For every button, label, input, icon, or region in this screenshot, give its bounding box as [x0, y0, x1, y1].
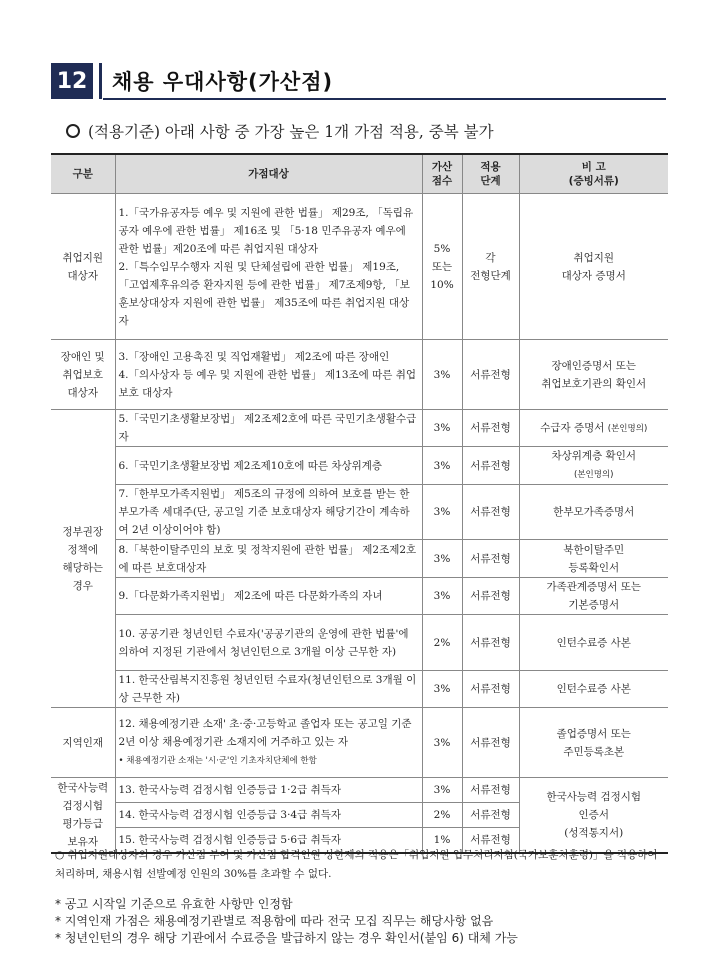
row-note: 장애인증명서 또는 취업보호기관의 확인서: [519, 340, 668, 410]
note-item: * 지역인재 가점은 채용예정기관별로 적용함에 따라 전국 모집 직무는 해당사항 없음: [55, 914, 494, 928]
note-text: 차상위계층 확인서: [551, 450, 636, 462]
note-item: * 공고 시작일 기준으로 유효한 사항만 인정함: [55, 897, 293, 911]
criteria-text: (적용기준) 아래 사항 중 가장 높은 1개 가점 적용, 중복 불가: [88, 123, 494, 141]
row-note: 북한이탈주민 등록확인서: [519, 540, 668, 578]
row-target: 8.「북한이탈주민의 보호 및 정착지원에 관한 법률」 제2조제2호에 따른 보호대상자: [115, 540, 422, 578]
header-target: 가점대상: [115, 154, 422, 194]
row-points: 3%: [422, 410, 462, 447]
section-number: 12: [51, 63, 93, 99]
note-small: (본인명의): [574, 470, 614, 480]
row-target: 3.「장애인 고용촉진 및 직업재활법」 제2조에 따른 장애인 4.「의사상자 등 예우 및 지원에 관한 법률」 제13조에 따른 취업보호 대상자: [115, 340, 422, 410]
table-row: [51, 615, 668, 671]
table-header-row: [51, 154, 668, 194]
note-small: (본인명의): [607, 423, 648, 434]
row-points: 2%: [422, 615, 462, 671]
table-row: [51, 708, 668, 778]
row-stage: 서류전형: [462, 828, 519, 853]
row-stage: 서류전형: [462, 803, 519, 828]
header-points: 가산 점수: [422, 154, 462, 194]
row-target: [115, 708, 422, 778]
row-note: 졸업증명서 또는 주민등록초본: [519, 708, 668, 778]
header-category: 구분: [51, 154, 115, 194]
row-stage: 서류전형: [462, 578, 519, 615]
row-points: 3%: [422, 447, 462, 485]
table-row: [51, 194, 668, 340]
row-target: 11. 한국산림복지진흥원 청년인턴 수료자(청년인턴으로 3개월 이상 근무한 자): [115, 671, 422, 708]
row-stage: 서류전형: [462, 540, 519, 578]
row-points: 2%: [422, 803, 462, 828]
header-note: 비 고 (증빙서류): [519, 154, 668, 194]
row-target: 9.「다문화가족지원법」 제2조에 따른 다문화가족의 자녀: [115, 578, 422, 615]
row-note: [519, 447, 668, 485]
table-row: [51, 410, 668, 447]
criteria-line: [66, 120, 494, 142]
row-stage: 서류전형: [462, 485, 519, 540]
target-text: 12. 채용예정기관 소재' 초·중·고등학교 졸업자 또는 공고일 기준 2년 이상 채용예정기관 소재지에 거주하고 있는 자: [118, 718, 412, 748]
table-row: [51, 540, 668, 578]
row-stage: 서류전형: [462, 778, 519, 803]
row-points: 3%: [422, 578, 462, 615]
note-text: 수급자 증명서: [540, 421, 605, 434]
table-row: [51, 778, 668, 803]
row-note: 인턴수료증 사본: [519, 671, 668, 708]
row-target: 7.「한부모가족지원법」 제5조의 규정에 의하여 보호를 받는 한부모가족 세대주(단, 공고일 기준 보호대상자 해당기간이 계속하여 2년 이상이어야 함): [115, 485, 422, 540]
table-row: [51, 340, 668, 410]
group-label: 취업지원 대상자: [51, 194, 115, 340]
row-target: 15. 한국사능력 검정시험 인증등급 5·6급 취득자: [115, 828, 422, 853]
row-points: 5% 또는 10%: [422, 194, 462, 340]
notes-list: [55, 896, 518, 947]
table-row: [51, 671, 668, 708]
header-stage: 적용 단계: [462, 154, 519, 194]
footnote: ○ 취업지원대상자의 경우 가산점 부여 및 가산점 합격인원 상한제의 적용은「취업지원 업무처리지침(국가보훈처훈령)」을 적용하여 처리하며, 채용시험 선발예정 인원의 30%를 초과할 수 없다.: [55, 849, 658, 880]
row-stage: 서류전형: [462, 671, 519, 708]
row-stage: 서류전형: [462, 708, 519, 778]
row-note: 인턴수료증 사본: [519, 615, 668, 671]
preference-table: [51, 153, 668, 854]
row-note: 취업지원 대상자 증명서: [519, 194, 668, 340]
row-points: 3%: [422, 778, 462, 803]
row-target: 6.「국민기초생활보장법 제2조제10호에 따른 차상위계층: [115, 447, 422, 485]
group-label: 한국사능력 검정시험 평가등급 보유자: [51, 778, 115, 853]
row-stage: 서류전형: [462, 615, 519, 671]
row-target: 10. 공공기관 청년인턴 수료자('공공기관의 운영에 관한 법률'에 의하여 지정된 기관에서 청년인턴으로 3개월 이상 근무한 자): [115, 615, 422, 671]
row-points: 3%: [422, 540, 462, 578]
table-row: [51, 447, 668, 485]
row-note: [519, 410, 668, 447]
group-label: 정부권장 정책에 해당하는 경우: [51, 410, 115, 708]
header-divider: [99, 63, 102, 99]
row-stage: 서류전형: [462, 447, 519, 485]
row-points: 1%: [422, 828, 462, 853]
section-title: 채용 우대사항(가산점): [112, 70, 334, 94]
row-note: 한부모가족증명서: [519, 485, 668, 540]
table-row: [51, 485, 668, 540]
row-target: 5.「국민기초생활보장법」 제2조제2호에 따른 국민기초생활수급자: [115, 410, 422, 447]
row-stage: 서류전형: [462, 410, 519, 447]
note-item: * 청년인턴의 경우 해당 기관에서 수료증을 발급하지 않는 경우 확인서(붙임 6) 대체 가능: [55, 931, 518, 945]
group-label: 지역인재: [51, 708, 115, 778]
row-points: 3%: [422, 708, 462, 778]
table-row: [51, 578, 668, 615]
row-target: 1.「국가유공자등 예우 및 지원에 관한 법률」 제29조, 「독립유공자 예우에 관한 법률」 제16조 및 「5·18 민주유공자 예우에 관한 법률」제20조에 따른 취업지원 대상자 2.「특수임무수행자 지원 및 단체설립에 관한 법률」 제19조, 「고엽제후유의증 환자지원 등에 관한 법률」 제7조제9항, 「보훈보상대상자 지원에 관한 법률」 제35조에 따른 취업지원 대상자: [115, 194, 422, 340]
row-stage: 서류전형: [462, 340, 519, 410]
row-target: 14. 한국사능력 검정시험 인증등급 3·4급 취득자: [115, 803, 422, 828]
target-small-note: • 채용예정기관 소재는 '시·군'인 기초자치단체에 한함: [118, 756, 317, 766]
row-points: 3%: [422, 340, 462, 410]
group-label: 장애인 및 취업보호 대상자: [51, 340, 115, 410]
row-note: 한국사능력 검정시험 인증서 (성적통지서): [519, 778, 668, 853]
section-header: [51, 62, 333, 100]
row-stage: 각 전형단계: [462, 194, 519, 340]
circle-bullet-icon: [66, 124, 80, 138]
row-note: 가족관계증명서 또는 기본증명서: [519, 578, 668, 615]
header-underline: [103, 98, 666, 100]
row-target: 13. 한국사능력 검정시험 인증등급 1·2급 취득자: [115, 778, 422, 803]
row-points: 3%: [422, 671, 462, 708]
row-points: 3%: [422, 485, 462, 540]
